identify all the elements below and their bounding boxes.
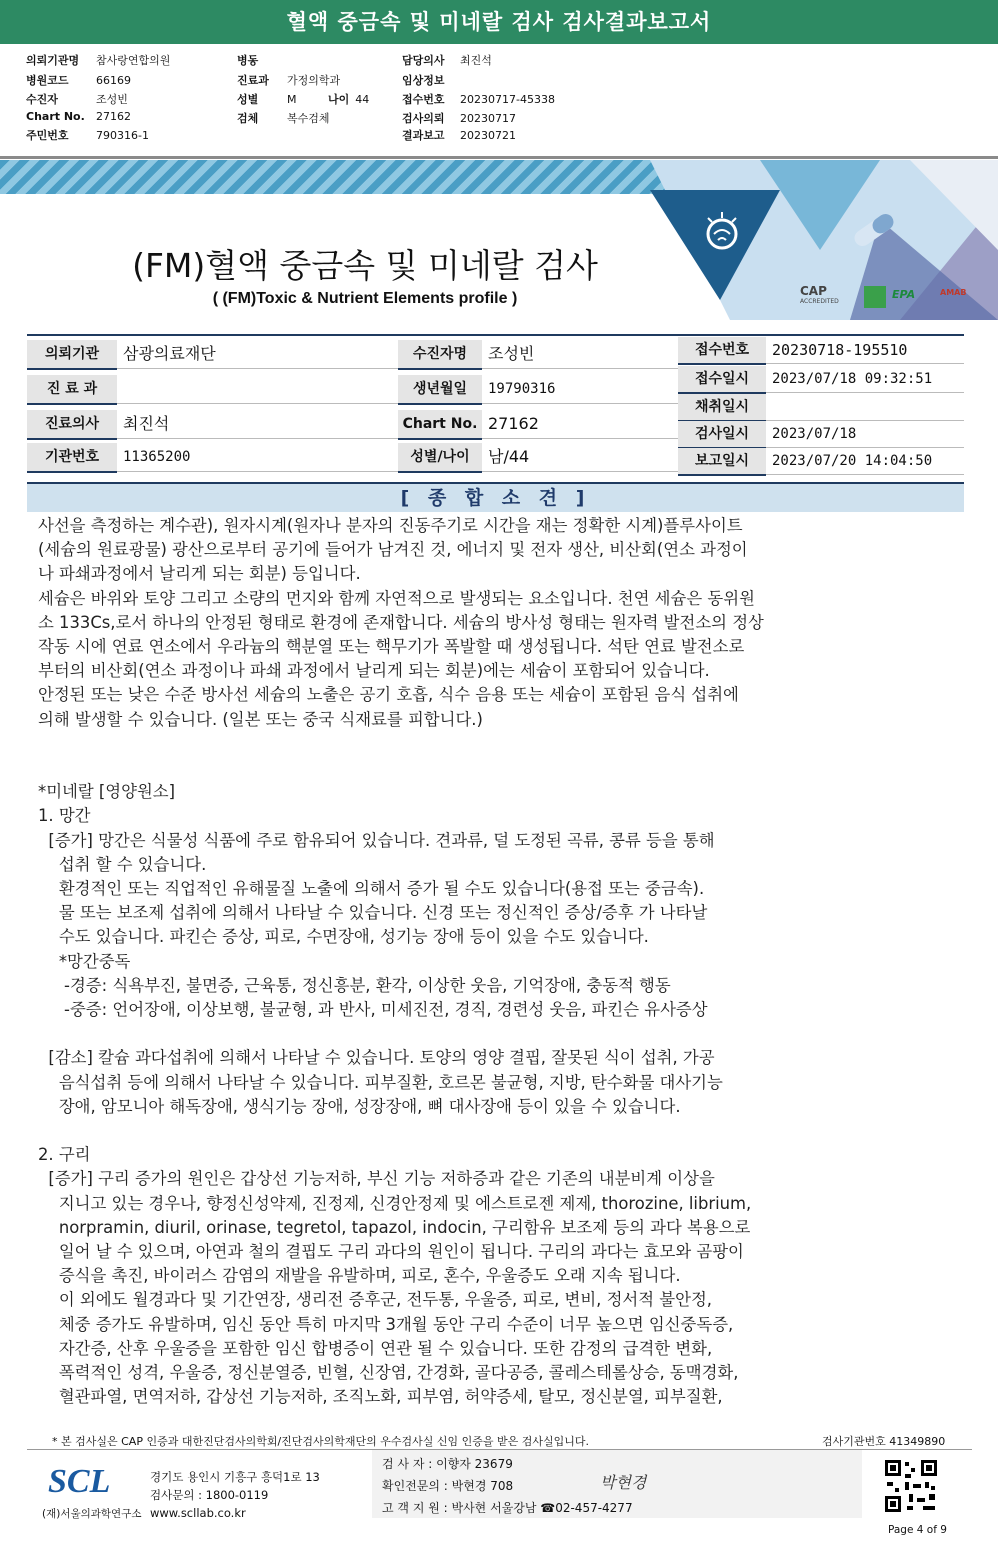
patient-header: [0, 44, 998, 159]
staff-support: 고 객 지 원 : 박사현 서울강남 ☎02-457-4277: [382, 1501, 633, 1515]
field-value: 복수검체: [287, 112, 330, 125]
field-doctor: [402, 52, 492, 68]
lab-mark-icon: [864, 286, 886, 308]
info-label: 진 료 과: [27, 375, 117, 405]
field-label: 검사의뢰: [402, 112, 445, 125]
field-label: 검체: [237, 112, 259, 125]
info-label: 성별/나이: [398, 443, 482, 473]
text-line: 작동 시에 연료 연소에서 우라늄의 핵분열 또는 핵무기가 폭발할 때 생성됩니다. 석탄 연료 발전소로: [38, 637, 745, 657]
field-value: 최진석: [460, 54, 492, 67]
field-sex: [237, 91, 297, 107]
field-specimen: [237, 110, 330, 126]
field-value: 44: [355, 93, 370, 106]
field-label: 나이: [328, 93, 350, 106]
text-line: 물 또는 보조제 섭취에 의해서 나타날 수 있습니다. 신경 또는 정신적인 증상/증후 가 나타날: [38, 903, 708, 923]
field-value: M: [287, 93, 297, 106]
info-value: 2023/07/18: [766, 421, 964, 448]
info-value: 조성빈: [482, 340, 678, 369]
text-line: 나 파쇄과정에서 날리게 되는 회분) 등입니다.: [38, 564, 361, 584]
text-line: 1. 망간: [38, 806, 91, 826]
text-line: 폭력적인 성격, 우울증, 정신분열증, 빈혈, 신장염, 간경화, 골다공증, 콜레스테롤상승, 동맥경화,: [38, 1363, 739, 1383]
info-label: Chart No.: [398, 410, 482, 440]
info-label: 검사일시: [678, 421, 766, 449]
text-line: 부터의 비산회(연소 과정이나 파쇄 과정에서 날리게 되는 회분)에는 세슘이 포함되어 있습니다.: [38, 661, 710, 681]
info-value: 11365200: [117, 443, 398, 472]
field-label: 임상정보: [402, 74, 445, 87]
text-line: 혈관파열, 면역저하, 갑상선 기능저하, 조직노화, 피부염, 허약증세, 탈모, 정신분열, 피부질환,: [38, 1387, 723, 1407]
text-line: -경증: 식욕부진, 불면증, 근육통, 정신흥분, 환각, 이상한 웃음, 기억장애, 충동적 행동: [38, 975, 671, 995]
field-requester: [26, 52, 170, 68]
text-line: 소 133Cs,로서 하나의 안정된 형태로 환경에 존재합니다. 세슘의 방사성 형태는 원자력 발전소의 정상: [38, 612, 764, 632]
cap-accredited-text: ACCREDITED: [800, 298, 839, 305]
field-label: 결과보고: [402, 129, 445, 142]
field-value: 20230717: [460, 112, 516, 125]
staff-box: [372, 1450, 862, 1518]
qr-code-icon: [883, 1458, 939, 1514]
info-value: 19790316: [482, 375, 678, 404]
field-value: 조성빈: [96, 93, 128, 106]
field-hospital-code: [26, 72, 131, 88]
blank-line: [38, 732, 938, 756]
field-label: 주민번호: [26, 129, 69, 142]
field-ward: [237, 52, 287, 68]
info-label: 보고일시: [678, 448, 766, 476]
text-line: 이 외에도 월경과다 및 기간연장, 생리전 증후군, 전두통, 우울증, 피로, 변비, 정서적 불안정,: [38, 1290, 712, 1310]
field-value: 66169: [96, 74, 131, 87]
blank-line: [38, 756, 938, 780]
text-line: 지니고 있는 경우나, 향정신성약제, 진정제, 신경안정제 및 에스트로젠 제제, thorozine, librium,: [38, 1193, 752, 1213]
field-age: [328, 91, 369, 107]
field-label: 의뢰기관명: [26, 54, 80, 67]
info-value: 2023/07/20 14:04:50: [766, 448, 964, 475]
info-label: 생년월일: [398, 375, 482, 405]
field-patient: [26, 91, 128, 107]
field-label: 수진자: [26, 93, 58, 106]
text-line: 섭취 할 수 있습니다.: [38, 854, 207, 874]
text-line: norpramin, diuril, orinase, tegretol, tapazol, indocin, 구리함유 보조제 등의 과다 복용으로: [38, 1217, 751, 1237]
amab-logo: AMAB: [940, 288, 967, 297]
signature: 박현경: [600, 1473, 647, 1492]
blank-line: [38, 1022, 938, 1046]
field-value: 가정의학과: [287, 74, 341, 87]
table-top-border: [27, 334, 964, 336]
report-title: (FM)혈액 중금속 및 미네랄 검사: [132, 246, 598, 285]
field-label: 접수번호: [402, 93, 445, 106]
lab-website[interactable]: www.scllab.co.kr: [150, 1506, 246, 1520]
text-line: [감소] 칼슘 과다섭취에 의해서 나타날 수 있습니다. 토양의 영양 결핍, 잘못된 식이 섭취, 가공: [38, 1048, 715, 1068]
lab-contact: [150, 1468, 320, 1522]
text-line: 안정된 또는 낮은 수준 방사선 세슘의 노출은 공기 호흡, 식수 음용 또는 세슘이 포함된 음식 섭취에: [38, 685, 739, 705]
info-value: 남/44: [482, 443, 678, 472]
field-chart-no: [26, 110, 131, 123]
info-label: 수진자명: [398, 340, 482, 370]
lab-inquiry: 검사문의 : 1800-0119: [150, 1488, 269, 1502]
info-label: 접수번호: [678, 337, 766, 365]
info-value: [766, 394, 964, 421]
field-label: 병동: [237, 54, 259, 67]
report-header-title: 혈액 중금속 및 미네랄 검사 검사결과보고서: [0, 0, 998, 44]
field-department: [237, 72, 340, 88]
text-line: 증식을 촉진, 바이러스 감염의 재발을 유발하며, 피로, 혼수, 우울증도 오래 지속 됩니다.: [38, 1266, 681, 1286]
field-label: 성별: [237, 93, 259, 106]
summary-body: [38, 514, 938, 1409]
text-line: *미네랄 [영양원소]: [38, 782, 176, 802]
cap-logo: CAP: [800, 284, 827, 298]
text-line: 2. 구리: [38, 1145, 91, 1165]
certification-note: * 본 검사실은 CAP 인증과 대한진단검사의학회/진단검사의학재단의 우수검사실 신임 인증을 받은 검사실입니다.: [52, 1435, 590, 1448]
staff-specialist: 확인전문의 : 박현경 708: [382, 1479, 514, 1493]
certification-logos: [800, 282, 990, 312]
text-line: 자간증, 산후 우울증을 포함한 임신 합병증이 연관 될 수 있습니다. 또한 감정의 급격한 변화,: [38, 1338, 713, 1358]
info-value: 27162: [482, 410, 678, 439]
text-line: -중증: 언어장애, 이상보행, 불균형, 과 반사, 미세진전, 경직, 경련성 웃음, 파킨슨 유사증상: [38, 1000, 708, 1020]
field-label: Chart No.: [26, 110, 85, 123]
field-value: 27162: [96, 110, 131, 123]
field-clinical-info: [402, 72, 460, 88]
info-label: 기관번호: [27, 443, 117, 473]
capsule-icon: [848, 210, 900, 250]
lab-name: (재)서울의과학연구소: [42, 1508, 142, 1520]
text-line: 사선을 측정하는 계수관), 원자시계(원자나 분자의 진동주기로 시간을 재는 정확한 시계)플루사이트: [38, 516, 743, 535]
text-line: 체중 증가도 유발하며, 임신 동안 특히 마지막 3개월 동안 구리 수준이 너무 높으면 임신중독증,: [38, 1314, 734, 1334]
field-value: 790316-1: [96, 129, 149, 142]
info-label: 의뢰기관: [27, 340, 117, 370]
report-subtitle: ( (FM)Toxic & Nutrient Elements profile ): [212, 290, 518, 307]
field-receipt-no: [402, 91, 555, 107]
banner-stripe: [0, 160, 680, 194]
info-value: 2023/07/18 09:32:51: [766, 366, 964, 393]
field-report-date: [402, 127, 516, 143]
text-line: 장애, 암모니아 해독장애, 생식기능 장애, 성장장애, 뼈 대사장애 등이 있을 수 있습니다.: [38, 1096, 681, 1116]
info-label: 채취일시: [678, 394, 766, 422]
info-value: 최진석: [117, 410, 398, 439]
text-line: 일어 날 수 있으며, 아연과 철의 결핍도 구리 과다의 원인이 됩니다. 구리의 과다는 효모와 곰팡이: [38, 1242, 744, 1262]
field-resident-no: [26, 127, 149, 143]
info-value: [117, 375, 398, 404]
text-line: 의해 발생할 수 있습니다. (일본 또는 중국 식재료를 피합니다.): [38, 709, 483, 729]
info-value: 20230718-195510: [766, 337, 964, 364]
info-label: 진료의사: [27, 410, 117, 440]
info-label: 접수일시: [678, 366, 766, 394]
info-value: 삼광의료재단: [117, 340, 398, 369]
lab-address: 경기도 용인시 기흥구 흥덕1로 13: [150, 1470, 320, 1484]
staff-tester: 검 사 자 : 이향자 23679: [382, 1457, 513, 1471]
text-line: 환경적인 또는 직업적인 유해물질 노출에 의해서 증가 될 수도 있습니다(용접 또는 중금속).: [38, 879, 705, 899]
field-value: 20230721: [460, 129, 516, 142]
institution-number: 검사기관번호 41349890: [822, 1435, 946, 1448]
epa-logo: EPA: [892, 288, 916, 301]
text-line: 음식섭취 등에 의해서 나타날 수 있습니다. 피부질환, 호르몬 불균형, 지방, 탄수화물 대사기능: [38, 1072, 723, 1092]
text-line: *망간중독: [38, 951, 131, 971]
field-value: 참사랑연합의원: [96, 54, 171, 67]
field-label: 담당의사: [402, 54, 445, 67]
text-line: [증가] 구리 증가의 원인은 갑상선 기능저하, 부신 기능 저하증과 같은 기존의 내분비계 이상을: [38, 1169, 715, 1189]
text-line: 수도 있습니다. 파킨슨 증상, 피로, 수면장애, 성기능 장애 등이 있을 수도 있습니다.: [38, 927, 649, 947]
field-request-date: [402, 110, 516, 126]
field-label: 병원코드: [26, 74, 69, 87]
field-value: 20230717-45338: [460, 93, 555, 106]
text-line: [증가] 망간은 식물성 식품에 주로 함유되어 있습니다. 견과류, 덜 도정된 곡류, 콩류 등을 통해: [38, 830, 715, 850]
summary-heading: [ 종 합 소 견 ]: [27, 482, 964, 512]
blank-line: [38, 1119, 938, 1143]
page-number: Page 4 of 9: [888, 1524, 947, 1536]
scl-logo: SCL: [48, 1463, 111, 1500]
text-line: 세슘은 바위와 토양 그리고 소량의 먼지와 함께 자연적으로 발생되는 요소입니다. 천연 세슘은 동위원: [38, 588, 755, 608]
field-label: 진료과: [237, 74, 269, 87]
text-line: (세슘의 원료광물) 광산으로부터 공기에 들어가 남겨진 것, 에너지 및 전자 생산, 비산회(연소 과정이: [38, 540, 748, 560]
